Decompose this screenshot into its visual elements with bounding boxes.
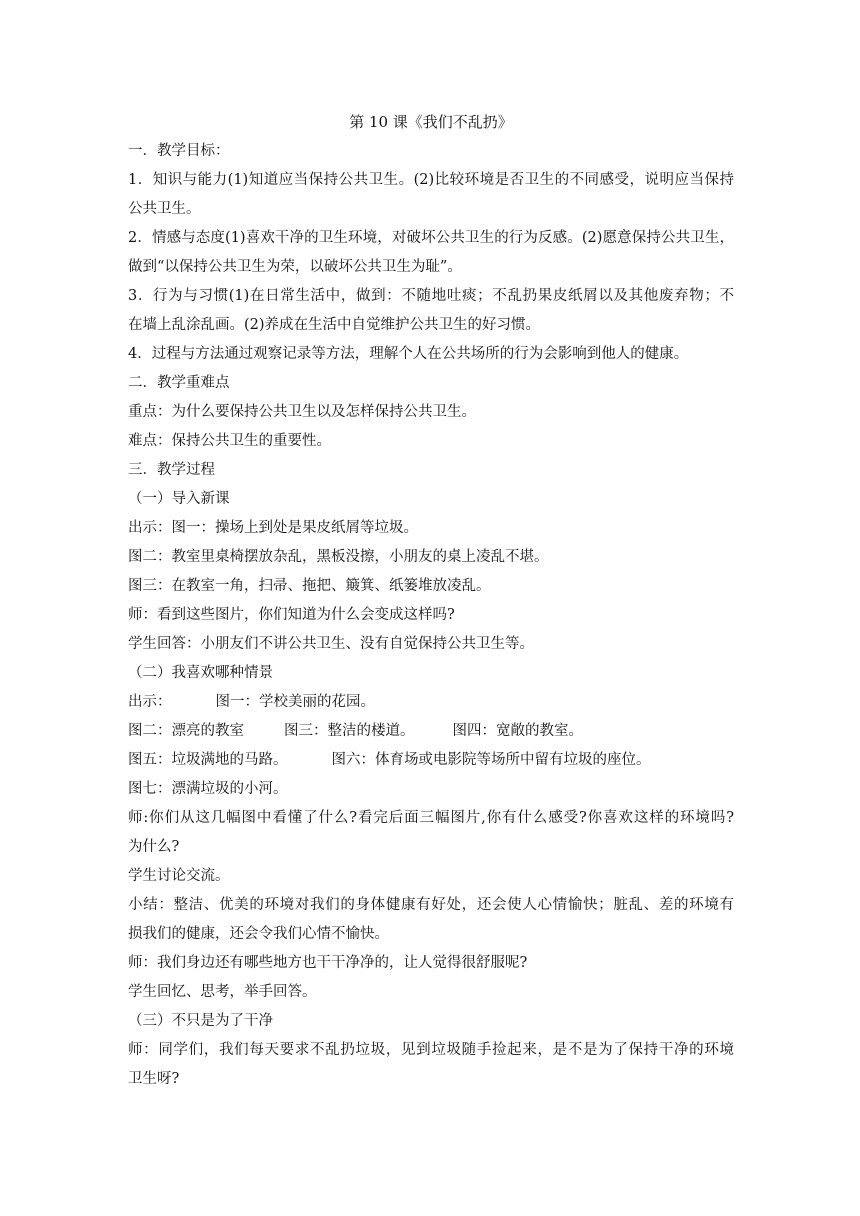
paragraph-line: 师：我们身边还有哪些地方也干干净净的，让人觉得很舒服呢? xyxy=(128,955,528,971)
subsection-heading: （二）我喜欢哪种情景 xyxy=(128,665,273,681)
document-body xyxy=(128,108,734,1094)
paragraph-line: 在墙上乱涂乱画。(2)养成在生活中自觉维护公共卫生的好习惯。 xyxy=(128,317,541,333)
paragraph-line: 4．过程与方法通过观察记录等方法，理解个人在公共场所的行为会影响到他人的健康。 xyxy=(128,346,689,362)
show-label: 出示： xyxy=(128,694,172,710)
paragraph-line: 学生讨论交流。 xyxy=(128,868,230,884)
paragraph-line: 难点：保持公共卫生的重要性。 xyxy=(128,433,331,449)
paragraph-line: 学生回忆、思考，举手回答。 xyxy=(128,984,317,1000)
paragraph-line: 1．知识与能力(1)知道应当保持公共卫生。(2)比较环境是否卫生的不同感受，说明应当保持 xyxy=(128,172,734,188)
paragraph-line: 2．情感与态度(1)喜欢干净的卫生环境，对破坏公共卫生的行为反感。(2)愿意保持公共卫生， xyxy=(128,230,734,246)
paragraph-line: 图三：在教室一角，扫帚、拖把、簸箕、纸篓堆放凌乱。 xyxy=(128,578,491,594)
paragraph-line: 做到“以保持公共卫生为荣，以破坏公共卫生为耻”。 xyxy=(128,259,462,275)
paragraph-line: 3．行为与习惯(1)在日常生活中，做到：不随地吐痰；不乱扔果皮纸屑以及其他废弃物；不 xyxy=(128,288,734,304)
picture-4-text: 图四：宽敞的教室。 xyxy=(452,723,583,739)
paragraph-line: 公共卫生。 xyxy=(128,201,201,217)
section-heading-key-points: 二．教学重难点 xyxy=(128,375,230,391)
paragraph-line: 师：同学们，我们每天要求不乱扔垃圾，见到垃圾随手捡起来，是不是为了保持干净的环境 xyxy=(128,1042,734,1058)
paragraph-line: 损我们的健康，还会令我们心情不愉快。 xyxy=(128,926,389,942)
paragraph-line: 为什么? xyxy=(128,839,180,855)
paragraph-line: 师:你们从这几幅图中看懂了什么?看完后面三幅图片,你有什么感受?你喜欢这样的环境吗? xyxy=(128,810,734,826)
section-heading-goals: 一．教学目标： xyxy=(128,143,230,159)
paragraph-line: 卫生呀? xyxy=(128,1071,180,1087)
picture-6-text: 图六：体育场或电影院等场所中留有垃圾的座位。 xyxy=(331,752,651,768)
subsection-heading: （一）导入新课 xyxy=(128,491,230,507)
show-text: 图一：学校美丽的花园。 xyxy=(215,694,375,710)
pictures-line xyxy=(128,717,734,746)
show-line xyxy=(128,688,734,717)
picture-3-text: 图三：整洁的楼道。 xyxy=(284,723,415,739)
paragraph-line: 图七：漂满垃圾的小河。 xyxy=(128,781,288,797)
paragraph-line: 小结：整洁、优美的环境对我们的身体健康有好处，还会使人心情愉快；脏乱、差的环境有 xyxy=(128,897,734,913)
picture-2-text: 图二：漂亮的教室 xyxy=(128,723,244,739)
pictures-line xyxy=(128,746,734,775)
paragraph-line: 学生回答：小朋友们不讲公共卫生、没有自觉保持公共卫生等。 xyxy=(128,636,534,652)
paragraph-line: 出示：图一：操场上到处是果皮纸屑等垃圾。 xyxy=(128,520,418,536)
paragraph-line: 图二：教室里桌椅摆放杂乱，黑板没擦，小朋友的桌上凌乱不堪。 xyxy=(128,549,549,565)
paragraph-line: 师：看到这些图片，你们知道为什么会变成这样吗? xyxy=(128,607,455,623)
paragraph-line: 重点：为什么要保持公共卫生以及怎样保持公共卫生。 xyxy=(128,404,476,420)
picture-5-text: 图五：垃圾满地的马路。 xyxy=(128,752,288,768)
subsection-heading: （三）不只是为了干净 xyxy=(128,1013,273,1029)
lesson-title: 第 10 课《我们不乱扔》 xyxy=(349,113,513,131)
section-heading-process: 三．教学过程 xyxy=(128,462,215,478)
